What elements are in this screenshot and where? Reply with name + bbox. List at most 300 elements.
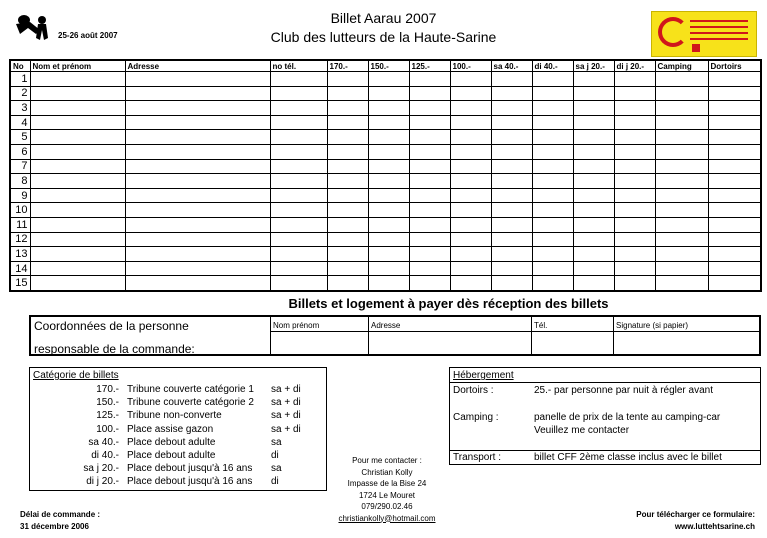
table-cell[interactable] [573, 217, 614, 232]
field-signature[interactable]: Signature (si papier) [613, 317, 760, 354]
table-cell[interactable] [270, 188, 327, 203]
table-cell[interactable] [30, 130, 125, 145]
table-cell[interactable] [655, 247, 708, 262]
table-cell[interactable] [573, 144, 614, 159]
table-cell[interactable] [532, 276, 573, 291]
category-price: sa 40.- [88, 436, 119, 448]
table-cell[interactable] [368, 203, 409, 218]
contact-block [327, 455, 447, 524]
table-cell[interactable] [708, 232, 761, 247]
category-price: di 40.- [91, 450, 119, 461]
table-cell[interactable] [30, 101, 125, 116]
table-cell[interactable] [655, 101, 708, 116]
table-cell[interactable] [270, 130, 327, 145]
table-cell[interactable] [327, 276, 368, 291]
category-row [30, 463, 326, 476]
table-cell[interactable] [491, 159, 532, 174]
row-number: 2 [10, 86, 30, 101]
table-cell[interactable] [270, 86, 327, 101]
category-desc: Place debout adulte [127, 450, 216, 461]
contact-city: 1724 Le Mouret [358, 490, 416, 500]
table-cell[interactable] [409, 217, 450, 232]
accommodation-box [449, 367, 761, 465]
table-cell[interactable] [30, 247, 125, 262]
table-cell[interactable] [450, 101, 491, 116]
category-days: sa [271, 463, 282, 475]
table-row [10, 130, 761, 145]
table-row [10, 159, 761, 174]
field-address[interactable]: Adresse [368, 317, 532, 354]
table-cell[interactable] [532, 217, 573, 232]
table-cell[interactable] [270, 261, 327, 276]
row-number: 3 [10, 101, 30, 116]
table-cell[interactable] [491, 86, 532, 101]
table-row [10, 101, 761, 116]
table-cell[interactable] [532, 174, 573, 189]
table-cell[interactable] [708, 72, 761, 87]
table-cell[interactable] [30, 203, 125, 218]
table-cell[interactable] [270, 72, 327, 87]
download-block [600, 509, 755, 533]
table-cell[interactable] [125, 217, 270, 232]
table-row [10, 174, 761, 189]
table-row [10, 144, 761, 159]
table-cell[interactable] [655, 232, 708, 247]
table-cell[interactable] [327, 203, 368, 218]
table-cell[interactable] [655, 130, 708, 145]
table-cell[interactable] [708, 115, 761, 130]
table-cell[interactable] [125, 86, 270, 101]
row-number: 4 [10, 115, 30, 130]
table-cell[interactable] [270, 203, 327, 218]
federal-fest-logo-icon [651, 11, 757, 57]
row-number: 14 [10, 261, 30, 276]
table-cell[interactable] [125, 276, 270, 291]
dortoirs-text: 25.- par personne par nuit à régler avant [534, 385, 713, 396]
row-number: 8 [10, 174, 30, 189]
table-cell[interactable] [327, 86, 368, 101]
table-row [10, 247, 761, 262]
table-cell[interactable] [327, 217, 368, 232]
table-cell[interactable] [270, 101, 327, 116]
category-price: 170.- [96, 384, 119, 395]
category-price: sa j 20.- [83, 463, 119, 475]
col-header: di 40.- [532, 60, 573, 72]
table-cell[interactable] [708, 174, 761, 189]
category-days: di [271, 450, 279, 461]
table-row [10, 72, 761, 87]
category-days: sa + di [271, 410, 301, 422]
table-cell[interactable] [655, 261, 708, 276]
table-cell[interactable] [614, 232, 655, 247]
table-cell[interactable] [573, 276, 614, 291]
table-cell[interactable] [30, 261, 125, 276]
table-cell[interactable] [327, 174, 368, 189]
table-cell[interactable] [125, 261, 270, 276]
table-cell[interactable] [368, 261, 409, 276]
row-number: 1 [10, 72, 30, 87]
table-cell[interactable] [708, 144, 761, 159]
table-cell[interactable] [327, 72, 368, 87]
table-cell[interactable] [30, 72, 125, 87]
table-cell[interactable] [450, 203, 491, 218]
table-cell[interactable] [125, 203, 270, 218]
table-cell[interactable] [409, 174, 450, 189]
table-cell[interactable] [708, 247, 761, 262]
table-cell[interactable] [491, 188, 532, 203]
table-cell[interactable] [409, 159, 450, 174]
table-cell[interactable] [327, 101, 368, 116]
table-cell[interactable] [368, 115, 409, 130]
deadline-block [20, 509, 100, 533]
table-cell[interactable] [409, 130, 450, 145]
col-header: sa j 20.- [573, 60, 614, 72]
category-desc: Tribune non-converte [127, 410, 222, 422]
table-cell[interactable] [125, 144, 270, 159]
table-cell[interactable] [573, 159, 614, 174]
category-desc: Tribune couverte catégorie 2 [127, 397, 254, 409]
table-cell[interactable] [30, 276, 125, 291]
table-cell[interactable] [450, 232, 491, 247]
row-number: 5 [10, 130, 30, 145]
table-cell[interactable] [655, 86, 708, 101]
col-header: Camping [655, 60, 708, 72]
category-row [30, 424, 326, 437]
categories-heading: Catégorie de billets [33, 370, 119, 381]
contact-heading: Pour me contacter : [352, 456, 422, 465]
table-cell[interactable] [532, 261, 573, 276]
table-cell[interactable] [532, 130, 573, 145]
download-label: Pour télécharger ce formulaire: [636, 510, 755, 519]
table-cell[interactable] [270, 159, 327, 174]
table-cell[interactable] [708, 130, 761, 145]
table-row [10, 203, 761, 218]
table-cell[interactable] [409, 144, 450, 159]
table-cell[interactable] [708, 159, 761, 174]
table-cell[interactable] [125, 247, 270, 262]
table-cell[interactable] [614, 101, 655, 116]
table-cell[interactable] [30, 115, 125, 130]
table-cell[interactable] [450, 130, 491, 145]
table-cell[interactable] [491, 174, 532, 189]
table-cell[interactable] [655, 276, 708, 291]
col-header: 150.- [368, 60, 409, 72]
accommodation-heading: Hébergement [453, 370, 514, 381]
col-header: sa 40.- [491, 60, 532, 72]
table-cell[interactable] [450, 188, 491, 203]
table-cell[interactable] [450, 276, 491, 291]
deadline-date: 31 décembre 2006 [20, 522, 89, 531]
table-cell[interactable] [368, 159, 409, 174]
table-cell[interactable] [30, 217, 125, 232]
table-cell[interactable] [270, 276, 327, 291]
table-cell[interactable] [368, 174, 409, 189]
table-cell[interactable] [491, 217, 532, 232]
category-row [30, 384, 326, 397]
table-cell[interactable] [30, 188, 125, 203]
table-cell[interactable] [573, 174, 614, 189]
table-cell[interactable] [368, 86, 409, 101]
dortoirs-label: Dortoirs : [453, 385, 494, 396]
table-cell[interactable] [491, 261, 532, 276]
table-cell[interactable] [614, 72, 655, 87]
table-cell[interactable] [368, 217, 409, 232]
table-cell[interactable] [532, 115, 573, 130]
table-cell[interactable] [368, 144, 409, 159]
row-number: 6 [10, 144, 30, 159]
table-cell[interactable] [655, 203, 708, 218]
table-cell[interactable] [368, 130, 409, 145]
row-number: 15 [10, 276, 30, 291]
table-cell[interactable] [532, 188, 573, 203]
category-price: 100.- [96, 423, 119, 435]
table-cell[interactable] [30, 86, 125, 101]
table-cell[interactable] [125, 174, 270, 189]
table-cell[interactable] [409, 261, 450, 276]
contact-phone: 079/290.02.46 [361, 502, 413, 511]
table-cell[interactable] [614, 130, 655, 145]
category-desc: Tribune couverte catégorie 1 [127, 384, 254, 395]
col-header: Nom et prénom [30, 60, 125, 72]
table-cell[interactable] [708, 188, 761, 203]
table-cell[interactable] [125, 115, 270, 130]
table-cell[interactable] [327, 232, 368, 247]
table-cell[interactable] [491, 72, 532, 87]
contact-person-box [29, 315, 761, 356]
col-header: Dortoirs [708, 60, 761, 72]
table-cell[interactable] [409, 276, 450, 291]
table-cell[interactable] [368, 101, 409, 116]
table-cell[interactable] [532, 232, 573, 247]
table-cell[interactable] [327, 159, 368, 174]
table-row [10, 115, 761, 130]
table-cell[interactable] [327, 247, 368, 262]
table-cell[interactable] [30, 174, 125, 189]
table-cell[interactable] [614, 115, 655, 130]
table-cell[interactable] [30, 159, 125, 174]
col-header: di j 20.- [614, 60, 655, 72]
table-cell[interactable] [491, 203, 532, 218]
table-cell[interactable] [532, 247, 573, 262]
col-header: No [10, 60, 30, 72]
table-cell[interactable] [573, 72, 614, 87]
row-number: 12 [10, 232, 30, 247]
category-desc: Place assise gazon [127, 423, 214, 435]
table-cell[interactable] [409, 101, 450, 116]
col-header: no tél. [270, 60, 327, 72]
category-row [30, 450, 326, 463]
table-cell[interactable] [573, 232, 614, 247]
contact-street: Impasse de la Bise 24 [347, 479, 427, 488]
table-cell[interactable] [450, 72, 491, 87]
table-row [10, 276, 761, 291]
table-cell[interactable] [450, 261, 491, 276]
table-cell[interactable] [573, 130, 614, 145]
table-cell[interactable] [30, 144, 125, 159]
page-subtitle: Club des lutteurs de la Haute-Sarine [270, 29, 497, 45]
table-cell[interactable] [409, 188, 450, 203]
table-cell[interactable] [270, 247, 327, 262]
transport-text: billet CFF 2ème classe inclus avec le billet [534, 452, 722, 463]
category-days: sa [271, 436, 282, 448]
table-cell[interactable] [614, 174, 655, 189]
table-cell[interactable] [270, 174, 327, 189]
table-cell[interactable] [614, 276, 655, 291]
table-cell[interactable] [368, 276, 409, 291]
table-cell[interactable] [409, 72, 450, 87]
table-cell[interactable] [409, 247, 450, 262]
contact-email-link[interactable]: christiankolly@hotmail.com [338, 513, 436, 523]
field-phone[interactable]: Tél. [531, 317, 614, 354]
coord-label-2: responsable de la commande: [34, 342, 195, 356]
table-cell[interactable] [368, 232, 409, 247]
table-cell[interactable] [614, 86, 655, 101]
table-cell[interactable] [532, 86, 573, 101]
table-cell[interactable] [270, 232, 327, 247]
table-cell[interactable] [655, 174, 708, 189]
table-cell[interactable] [327, 130, 368, 145]
row-number: 13 [10, 247, 30, 262]
table-cell[interactable] [270, 144, 327, 159]
table-cell[interactable] [450, 159, 491, 174]
table-cell[interactable] [327, 188, 368, 203]
category-desc: Place debout jusqu'à 16 ans [127, 476, 253, 488]
table-cell[interactable] [614, 144, 655, 159]
table-cell[interactable] [491, 232, 532, 247]
table-cell[interactable] [409, 203, 450, 218]
table-cell[interactable] [270, 217, 327, 232]
table-cell[interactable] [708, 203, 761, 218]
category-desc: Place debout jusqu'à 16 ans [127, 463, 253, 475]
table-cell[interactable] [614, 188, 655, 203]
table-cell[interactable] [450, 86, 491, 101]
event-date: 25-26 août 2007 [58, 31, 118, 40]
table-cell[interactable] [409, 86, 450, 101]
table-cell[interactable] [491, 101, 532, 116]
col-header: Adresse [125, 60, 270, 72]
table-cell[interactable] [368, 72, 409, 87]
table-cell[interactable] [614, 159, 655, 174]
table-cell[interactable] [655, 188, 708, 203]
table-cell[interactable] [573, 247, 614, 262]
col-header: 125.- [409, 60, 450, 72]
category-row [30, 437, 326, 450]
category-row [30, 410, 326, 423]
category-price: 150.- [96, 397, 119, 409]
table-cell[interactable] [708, 101, 761, 116]
coord-label-1: Coordonnées de la personne [34, 319, 189, 333]
table-cell[interactable] [655, 159, 708, 174]
table-cell[interactable] [573, 101, 614, 116]
table-cell[interactable] [491, 144, 532, 159]
table-cell[interactable] [573, 115, 614, 130]
table-cell[interactable] [327, 144, 368, 159]
table-cell[interactable] [30, 232, 125, 247]
table-cell[interactable] [708, 261, 761, 276]
table-cell[interactable] [368, 247, 409, 262]
contact-name: Christian Kolly [361, 467, 413, 477]
table-cell[interactable] [708, 276, 761, 291]
page-title: Billet Aarau 2007 [330, 10, 437, 26]
table-cell[interactable] [655, 144, 708, 159]
col-header: 170.- [327, 60, 368, 72]
table-cell[interactable] [125, 232, 270, 247]
table-cell[interactable] [532, 101, 573, 116]
table-cell[interactable] [491, 276, 532, 291]
category-price: di j 20.- [86, 476, 119, 488]
ticket-categories-box [29, 367, 327, 491]
camping-text-1: panelle de prix de la tente au camping-car [534, 412, 721, 423]
category-days: di [271, 476, 279, 488]
table-cell[interactable] [655, 115, 708, 130]
row-number: 7 [10, 159, 30, 174]
table-cell[interactable] [614, 217, 655, 232]
table-cell[interactable] [532, 203, 573, 218]
table-cell[interactable] [125, 72, 270, 87]
table-cell[interactable] [450, 217, 491, 232]
row-number: 10 [10, 203, 30, 218]
table-row [10, 232, 761, 247]
table-cell[interactable] [532, 144, 573, 159]
transport-label: Transport : [453, 452, 501, 463]
table-cell[interactable] [125, 101, 270, 116]
table-cell[interactable] [125, 188, 270, 203]
category-days: sa + di [271, 397, 301, 409]
table-cell[interactable] [368, 188, 409, 203]
table-cell[interactable] [491, 247, 532, 262]
camping-text-2: Veuillez me contacter [534, 425, 630, 436]
table-row [10, 217, 761, 232]
table-cell[interactable] [409, 115, 450, 130]
table-cell[interactable] [573, 261, 614, 276]
category-desc: Place debout adulte [127, 436, 216, 448]
table-cell[interactable] [125, 130, 270, 145]
table-cell[interactable] [655, 72, 708, 87]
table-cell[interactable] [450, 247, 491, 262]
table-cell[interactable] [655, 217, 708, 232]
field-name[interactable]: Nom prénom [270, 317, 369, 354]
table-cell[interactable] [125, 159, 270, 174]
table-cell[interactable] [327, 261, 368, 276]
table-cell[interactable] [614, 261, 655, 276]
table-cell[interactable] [491, 130, 532, 145]
table-cell[interactable] [573, 203, 614, 218]
table-cell[interactable] [532, 72, 573, 87]
camping-label: Camping : [453, 412, 499, 423]
row-number: 9 [10, 188, 30, 203]
category-price: 125.- [96, 410, 119, 422]
table-cell[interactable] [708, 217, 761, 232]
table-cell[interactable] [708, 86, 761, 101]
table-cell[interactable] [491, 115, 532, 130]
category-days: sa + di [271, 423, 301, 435]
table-cell[interactable] [614, 247, 655, 262]
table-cell[interactable] [450, 174, 491, 189]
order-table [9, 59, 762, 292]
table-cell[interactable] [532, 159, 573, 174]
col-header: 100.- [450, 60, 491, 72]
table-cell[interactable] [327, 115, 368, 130]
table-cell[interactable] [270, 115, 327, 130]
table-row [10, 261, 761, 276]
download-url-link[interactable]: www.luttehtsarine.ch [674, 522, 755, 531]
table-cell[interactable] [450, 144, 491, 159]
table-cell[interactable] [409, 232, 450, 247]
table-cell[interactable] [573, 188, 614, 203]
table-cell[interactable] [450, 115, 491, 130]
table-cell[interactable] [573, 86, 614, 101]
table-cell[interactable] [614, 203, 655, 218]
